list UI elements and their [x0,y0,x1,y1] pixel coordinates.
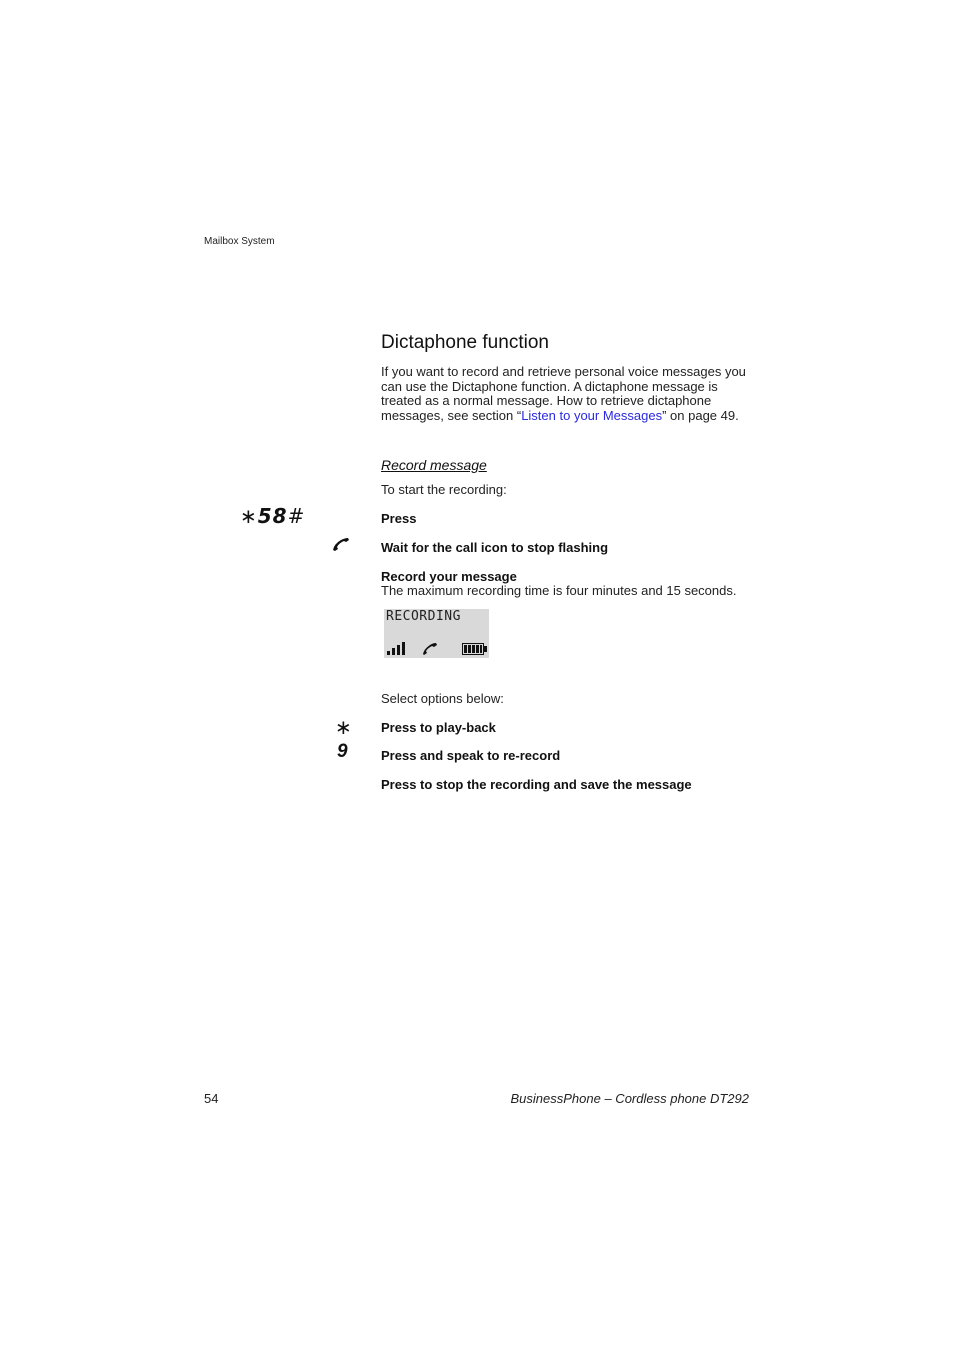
star-key-icon: ∗ [335,715,352,739]
page-number: 54 [204,1091,219,1106]
digit-keys: 58 [257,504,288,528]
step-press: Press [381,511,417,526]
step-record: Record your message [381,569,517,584]
option-stop: Press to stop the recording and save the message [381,777,692,792]
intro-text: If you want to record and retrieve personal voice messages you can use the Dictaphone function. A dictaphone message is treated as a normal message. How to retrieve dictaphone messages, see section “ [381,364,746,423]
subheading: Record message [381,457,487,473]
start-instruction: To start the recording: [381,482,507,497]
option-playback: Press to play-back [381,720,496,735]
nine-key-icon: 9 [337,741,348,762]
hash-key-icon: # [287,504,306,528]
running-header: Mailbox System [204,236,275,247]
call-icon [421,642,439,656]
intro-text-end: ” on page 49. [662,407,739,423]
step-record-note: The maximum recording time is four minutes and 15 seconds. [381,583,737,598]
phone-display [384,609,489,658]
key-sequence [240,504,305,528]
handset-icon [331,536,351,552]
cross-reference-link[interactable]: Listen to your Messages [521,407,663,423]
options-intro: Select options below: [381,691,504,706]
option-rerecord: Press and speak to re-record [381,748,561,763]
step-wait: Wait for the call icon to stop flashing [381,540,609,555]
page-title: Dictaphone function [381,332,549,353]
star-key-icon: ∗ [240,504,258,528]
display-text: RECORDING [386,609,461,624]
battery-icon [462,643,488,655]
intro-paragraph [381,365,753,423]
signal-strength-icon [386,642,406,656]
document-title: BusinessPhone – Cordless phone DT292 [510,1091,749,1106]
